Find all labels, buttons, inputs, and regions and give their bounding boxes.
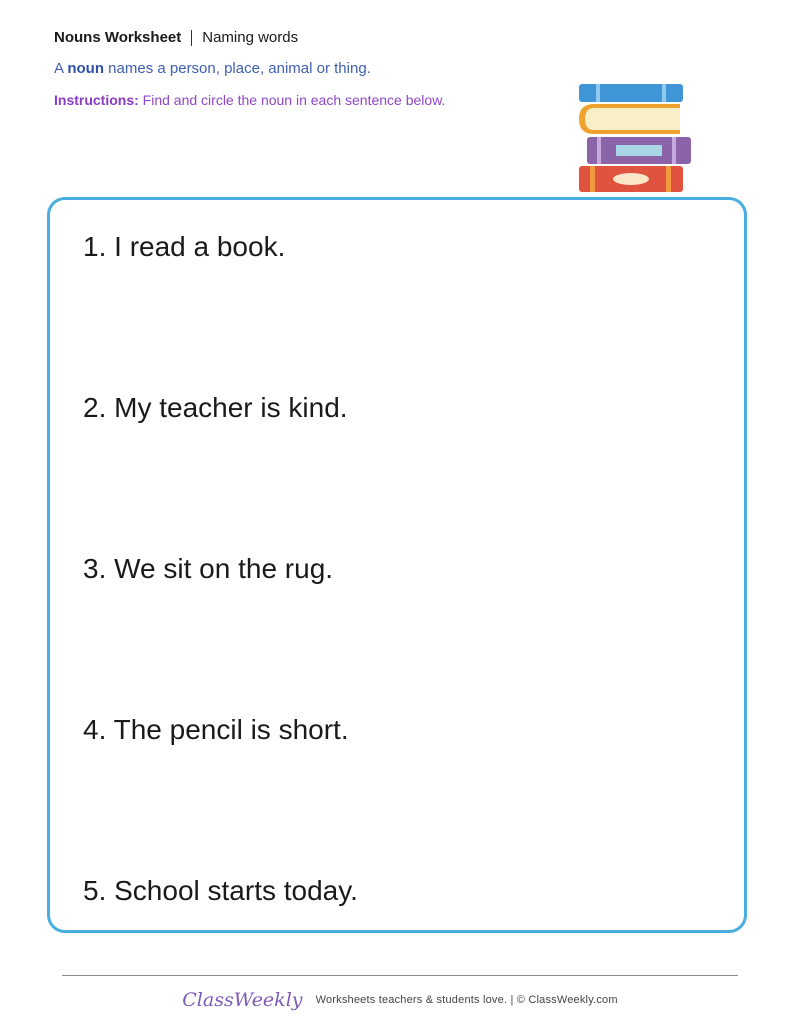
sentence-3: 3. We sit on the rug. <box>83 553 334 584</box>
footer-tagline: Worksheets teachers & students love. | © ClassWeekly.com <box>315 994 618 1007</box>
definition-text: names a person, place, animal or thing. <box>104 60 371 77</box>
noun-definition <box>54 59 554 79</box>
instructions <box>54 91 554 109</box>
definition-prefix: A <box>54 60 68 77</box>
instructions-label: Instructions: <box>54 92 139 108</box>
title-divider <box>191 30 192 46</box>
worksheet-title: Nouns Worksheet <box>54 29 182 46</box>
footer-divider <box>62 975 738 976</box>
sentence-4: 4. The pencil is short. <box>83 714 349 745</box>
definition-keyword: noun <box>67 60 105 77</box>
sentences-card <box>47 197 747 933</box>
sentence-5: 5. School starts today. <box>83 875 358 906</box>
book-stack-icon <box>576 82 694 194</box>
footer <box>0 987 800 1013</box>
instructions-text: Find and circle the noun in each sentence below. <box>138 92 446 108</box>
title-row <box>54 28 554 48</box>
sentence-1: 1. I read a book. <box>83 231 286 262</box>
worksheet-header <box>54 28 554 109</box>
sentence-2: 2. My teacher is kind. <box>83 392 348 423</box>
worksheet-subtitle: Naming words <box>202 29 299 46</box>
brand-logo: ClassWeekly <box>182 989 303 1012</box>
